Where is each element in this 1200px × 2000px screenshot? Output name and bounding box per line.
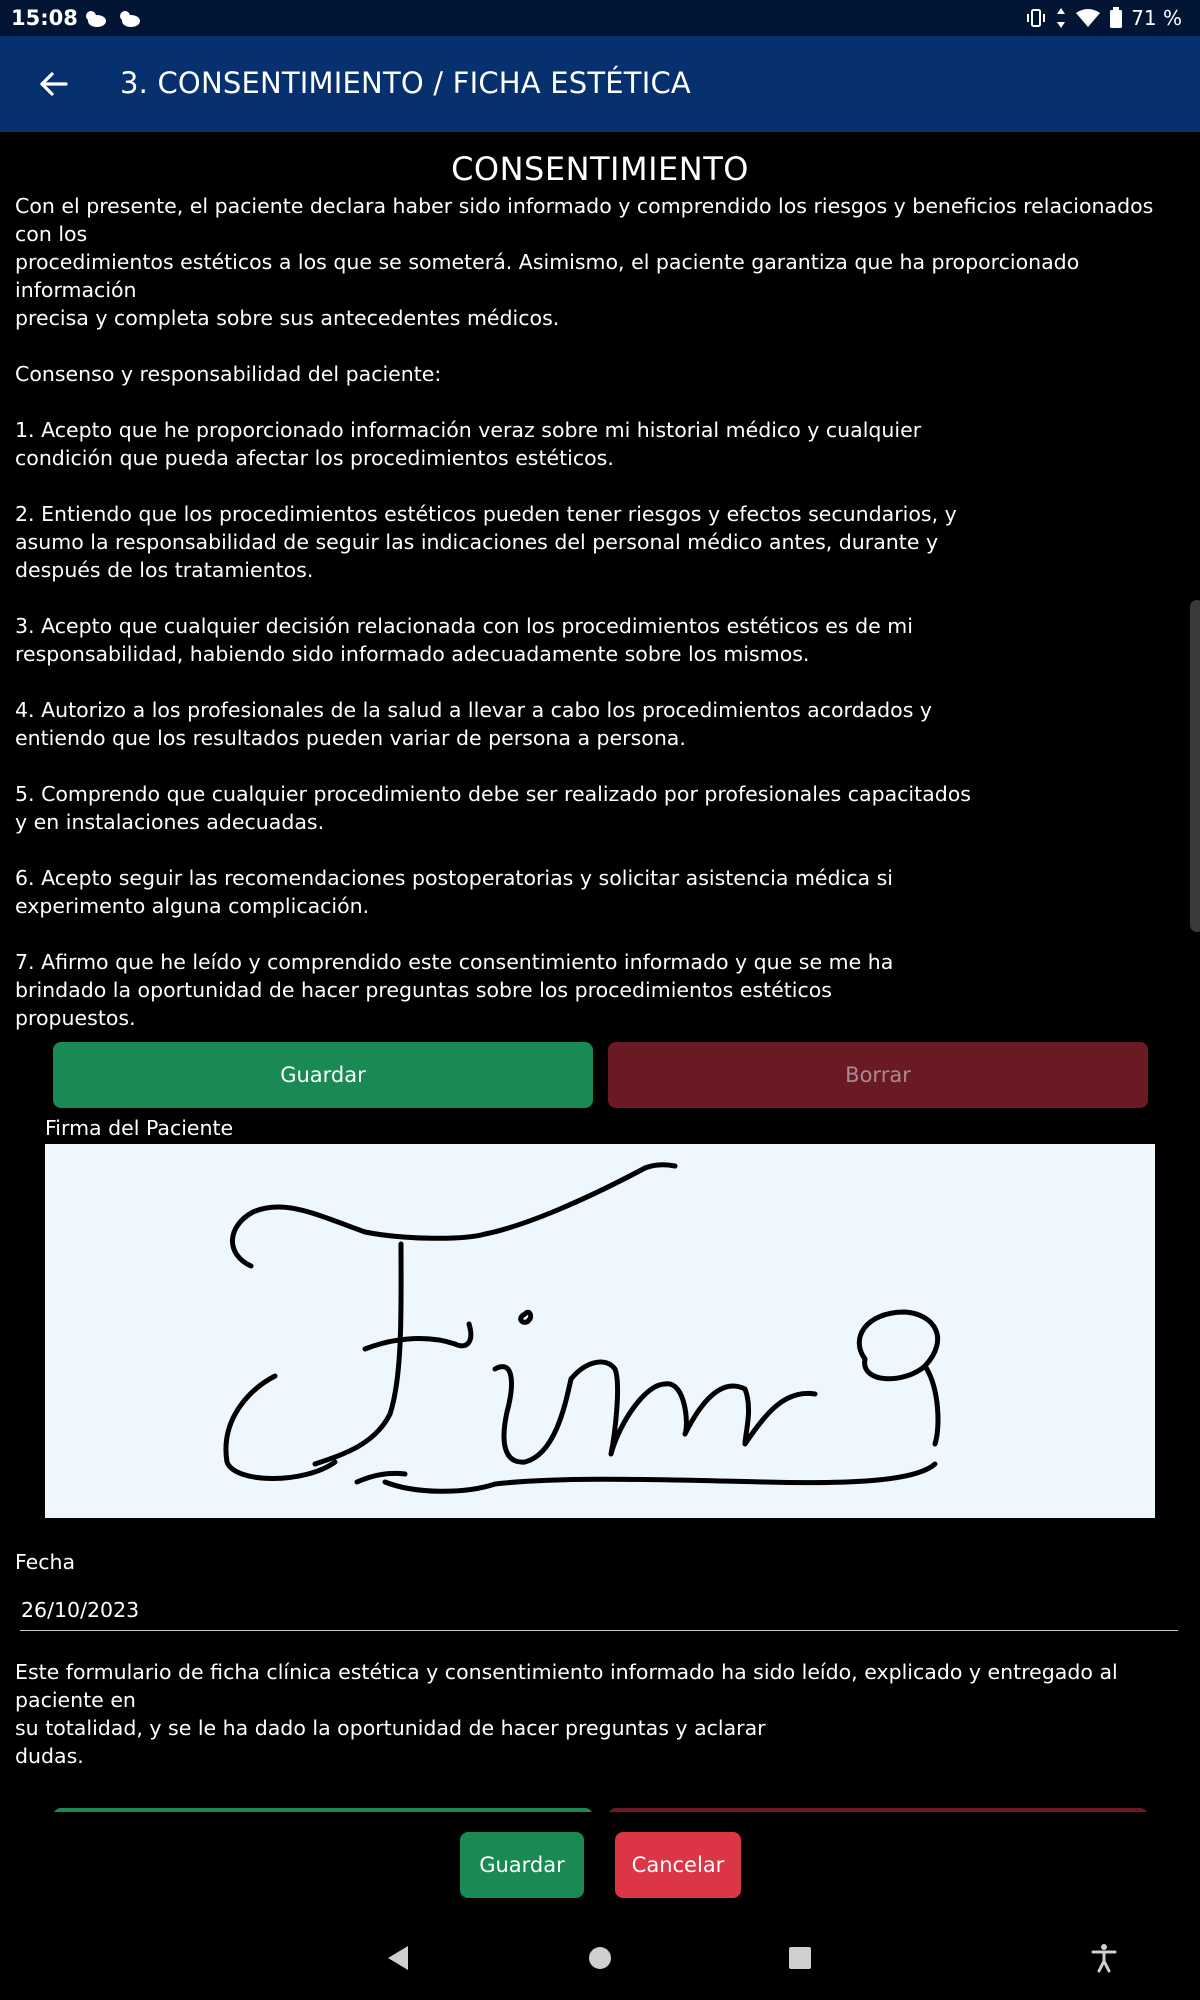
battery-icon xyxy=(1109,7,1123,29)
home-circle-icon xyxy=(587,1945,613,1971)
nav-home-button[interactable] xyxy=(578,1936,622,1980)
wifi-icon xyxy=(1075,8,1101,28)
save-signature-button[interactable]: Guardar xyxy=(53,1042,593,1108)
app-bar xyxy=(0,36,1200,132)
date-value: 26/10/2023 xyxy=(21,1598,140,1622)
nav-accessibility-button[interactable] xyxy=(1082,1936,1126,1980)
action-bar xyxy=(0,1812,1200,1918)
status-bar xyxy=(0,0,1200,36)
status-right-group xyxy=(1025,6,1182,30)
scrollbar-handle[interactable] xyxy=(1190,600,1200,932)
status-weather-icons xyxy=(82,8,142,28)
back-button[interactable] xyxy=(34,64,74,104)
cancel-button[interactable]: Cancelar xyxy=(615,1832,741,1898)
consent-title: CONSENTIMIENTO xyxy=(451,150,749,188)
data-arrows-icon xyxy=(1055,7,1067,29)
page-title: 3. CONSENTIMIENTO / FICHA ESTÉTICA xyxy=(120,66,691,100)
date-field[interactable] xyxy=(20,1592,1178,1631)
signature-label: Firma del Paciente xyxy=(45,1116,234,1140)
vibrate-icon xyxy=(1025,8,1047,28)
nav-back-button[interactable] xyxy=(376,1936,420,1980)
consent-body: Con el presente, el paciente declara haber sido informado y comprendido los riesgos y beneficios relacionados con los procedimientos estéticos a los que se someterá. Asimismo, el paciente garantiza que ha proporcionado información precisa y completa sobre sus antecedentes médicos. Consenso y responsabilidad del paciente: 1. Acepto que he proporcionado información veraz sobre mi historial médico y cualquier condición que pueda afectar los procedimientos estéticos. 2. Entiendo que los procedimientos estéticos pueden tener riesgos y efectos secundarios, y asumo la responsabilidad de seguir las indicaciones del personal médico antes, durante y después de los tratamientos. 3. Acepto que cualquier decisión relacionada con los procedimientos estéticos es de mi responsabilidad, habiendo sido informado adecuadamente sobre los mismos. 4. Autorizo a los profesionales de la salud a llevar a cabo los procedimientos acordados y entiendo que los resultados pueden variar de persona a persona. 5. Comprendo que cualquier procedimiento debe ser realizado por profesionales capacitados y en instalaciones adecuadas. 6. Acepto seguir las recomendaciones postoperatorias y solicitar asistencia médica si experimento alguna complicación. 7. Afirmo que he leído y comprendido este consentimiento informado y que se me ha brindado la oportunidad de hacer preguntas sobre los procedimientos estéticos propuestos. xyxy=(15,194,1154,1030)
accessibility-icon xyxy=(1090,1943,1118,1973)
recents-square-icon xyxy=(788,1946,812,1970)
arrow-left-icon xyxy=(34,64,74,104)
clear-signature-button[interactable]: Borrar xyxy=(608,1042,1148,1108)
signature-pad[interactable] xyxy=(45,1144,1155,1518)
system-nav-bar xyxy=(0,1918,1200,2000)
signature-drawing xyxy=(45,1144,1155,1518)
nav-recents-button[interactable] xyxy=(778,1936,822,1980)
footer-note: Este formulario de ficha clínica estética y consentimiento informado ha sido leído, explicado y entregado al paciente en su totalidad, y se le ha dado la oportunidad de hacer preguntas y aclarar dudas. xyxy=(15,1660,1118,1768)
scroll-content[interactable] xyxy=(0,132,1200,1812)
back-triangle-icon xyxy=(385,1944,411,1972)
battery-percent: 71 % xyxy=(1131,6,1182,30)
partly-cloudy-icon xyxy=(116,8,142,28)
partly-cloudy-icon xyxy=(82,8,108,28)
date-label: Fecha xyxy=(15,1550,76,1574)
status-time: 15:08 xyxy=(11,6,78,30)
save-button[interactable]: Guardar xyxy=(460,1832,584,1898)
